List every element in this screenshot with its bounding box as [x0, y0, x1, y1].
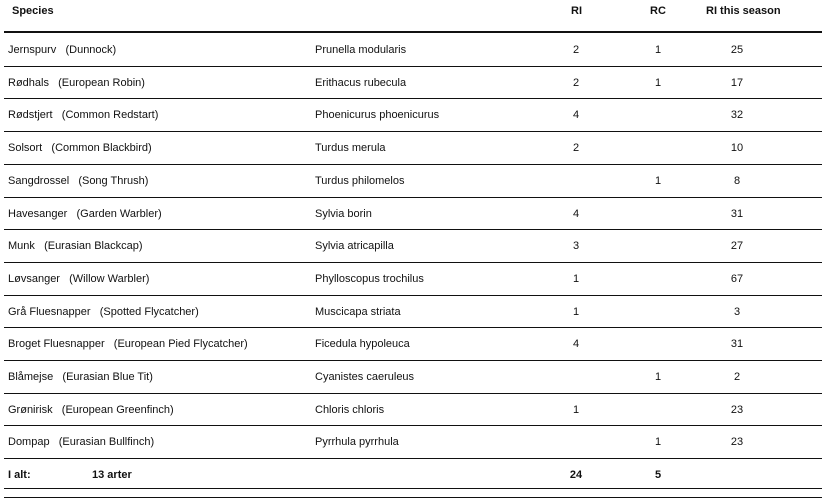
- species-latin-name: Sylvia atricapilla: [315, 240, 394, 253]
- ri-value: 1: [572, 403, 580, 416]
- total-row: [0, 458, 824, 490]
- ri-season-value: 31: [730, 207, 744, 220]
- table-row: [0, 164, 824, 196]
- table-row: [0, 262, 824, 294]
- species-common-name: Jernspurv (Dunnock): [8, 44, 117, 56]
- ri-season-value: 23: [730, 403, 744, 416]
- table-row: [0, 131, 824, 163]
- ri-season-value: 27: [730, 240, 744, 253]
- table-row: [0, 66, 824, 98]
- rc-value: 1: [654, 76, 662, 89]
- species-common-name: Dompap (Eurasian Bullfinch): [8, 436, 155, 449]
- species-latin-name: Sylvia borin: [315, 207, 372, 220]
- ri-season-value: 3: [733, 305, 741, 318]
- header-species: Species: [12, 5, 54, 17]
- ri-value: 1: [572, 272, 580, 285]
- table-row: [0, 197, 824, 229]
- total-label: I alt:: [8, 469, 31, 482]
- ri-season-value: 2: [733, 371, 741, 383]
- table-row: [0, 425, 824, 457]
- species-latin-name: Muscicapa striata: [315, 305, 401, 318]
- species-latin-name: Cyanistes caeruleus: [315, 371, 415, 383]
- species-latin-name: Turdus merula: [315, 142, 386, 155]
- rc-value: 1: [654, 44, 662, 56]
- species-latin-name: Erithacus rubecula: [315, 76, 407, 89]
- species-common-name: Løvsanger (Willow Warbler): [8, 272, 150, 285]
- species-common-name: Munk (Eurasian Blackcap): [8, 240, 143, 253]
- species-common-name: Grønirisk (European Greenfinch): [8, 403, 174, 416]
- table-row: [0, 327, 824, 359]
- species-common-name: Solsort (Common Blackbird): [8, 142, 152, 155]
- species-latin-name: Ficedula hypoleuca: [315, 338, 410, 351]
- table-bottom-rule-1: [4, 488, 822, 489]
- rc-value: 1: [654, 174, 662, 187]
- table-row: [0, 295, 824, 327]
- table-row: [0, 393, 824, 425]
- header-ri: RI: [571, 5, 582, 17]
- ri-season-value: 8: [733, 174, 741, 187]
- species-latin-name: Prunella modularis: [315, 44, 407, 56]
- table-row: [0, 98, 824, 130]
- species-common-name: Rødhals (European Robin): [8, 76, 145, 89]
- species-common-name: Grå Fluesnapper (Spotted Flycatcher): [8, 305, 199, 318]
- ri-value: 4: [572, 338, 580, 351]
- ri-season-value: 17: [730, 76, 744, 89]
- species-common-name: Sangdrossel (Song Thrush): [8, 174, 149, 187]
- ri-season-value: 31: [730, 338, 744, 351]
- ri-value: 2: [572, 76, 580, 89]
- table-bottom-rule-2: [4, 497, 822, 498]
- species-latin-name: Phoenicurus phoenicurus: [315, 109, 440, 122]
- ri-value: 4: [572, 109, 580, 122]
- species-common-name: Broget Fluesnapper (European Pied Flycatcher): [8, 338, 248, 351]
- ri-value: 4: [572, 207, 580, 220]
- table-row: [0, 33, 824, 65]
- species-latin-name: Turdus philomelos: [315, 174, 405, 187]
- table-row: [0, 360, 824, 392]
- species-latin-name: Chloris chloris: [315, 403, 385, 416]
- rc-value: 1: [654, 371, 662, 383]
- total-ri: 24: [569, 469, 583, 482]
- rc-value: 1: [654, 436, 662, 449]
- species-latin-name: Pyrrhula pyrrhula: [315, 436, 399, 449]
- ri-season-value: 10: [730, 142, 744, 155]
- table-header: [0, 0, 824, 33]
- total-species-count: 13 arter: [92, 469, 132, 482]
- ri-value: 2: [572, 44, 580, 56]
- species-latin-name: Phylloscopus trochilus: [315, 272, 424, 285]
- ri-value: 2: [572, 142, 580, 155]
- ri-season-value: 23: [730, 436, 744, 449]
- ri-value: 3: [572, 240, 580, 253]
- header-rc: RC: [650, 5, 666, 17]
- species-common-name: Havesanger (Garden Warbler): [8, 207, 162, 220]
- ri-season-value: 32: [730, 109, 744, 122]
- species-common-name: Blåmejse (Eurasian Blue Tit): [8, 371, 153, 383]
- total-rc: 5: [654, 469, 662, 482]
- ri-season-value: 25: [730, 44, 744, 56]
- ri-season-value: 67: [730, 272, 744, 285]
- header-ri-season: RI this season: [706, 5, 781, 17]
- table-row: [0, 229, 824, 261]
- ri-value: 1: [572, 305, 580, 318]
- species-common-name: Rødstjert (Common Redstart): [8, 109, 159, 122]
